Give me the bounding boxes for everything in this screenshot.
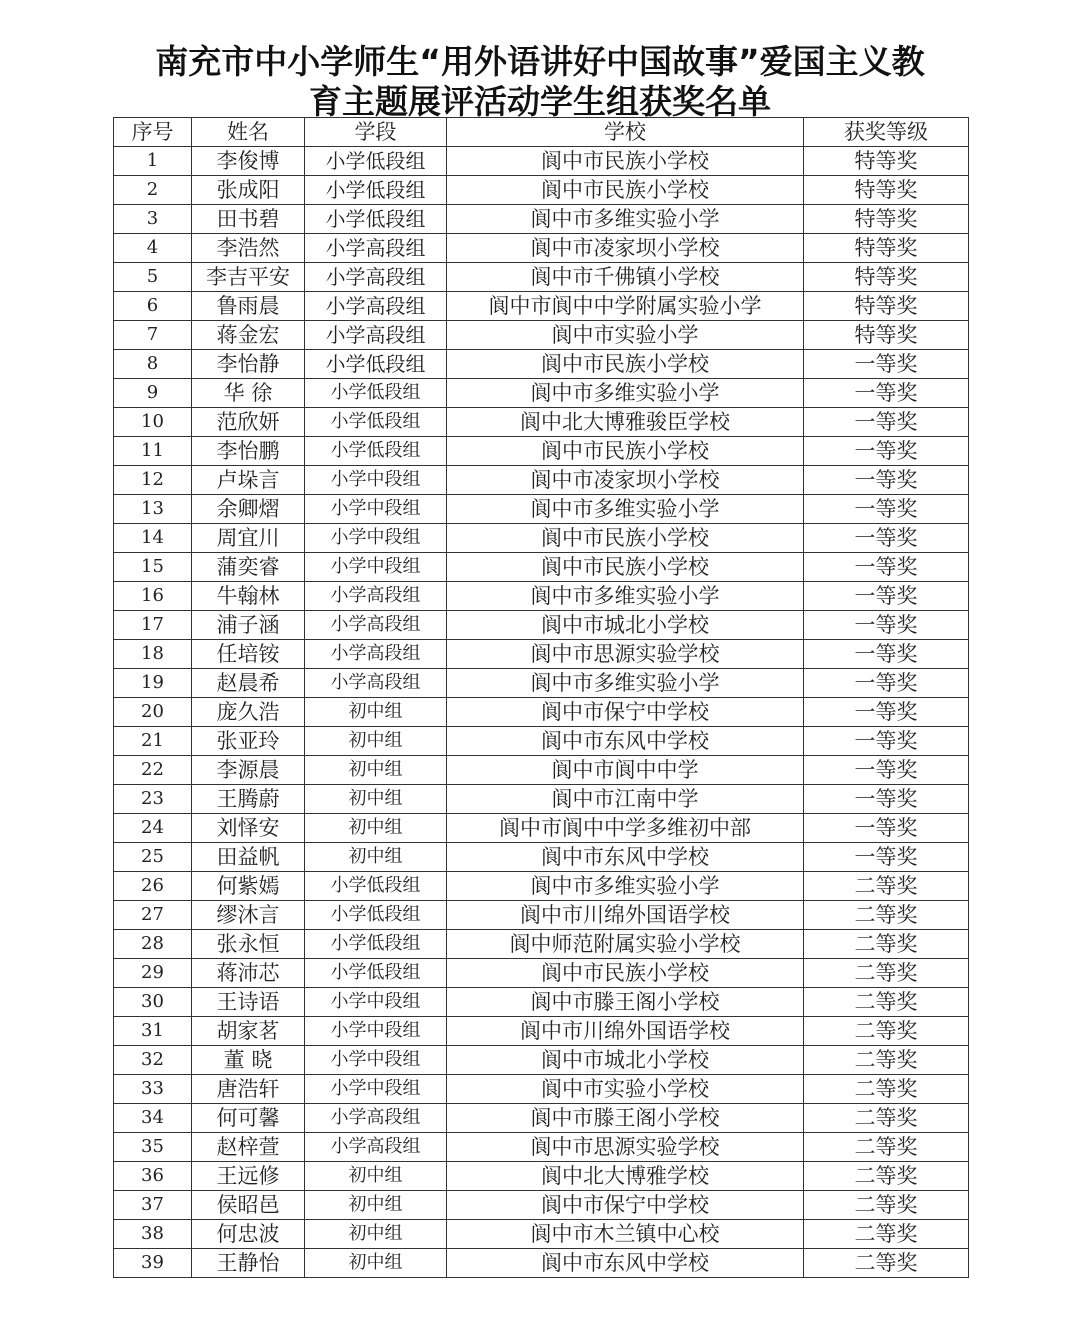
table-row xyxy=(114,1133,969,1162)
cell-name: 刘怿安 xyxy=(192,814,305,843)
cell-school: 阆中市城北小学校 xyxy=(447,1046,804,1075)
cell-seq: 35 xyxy=(114,1133,192,1162)
cell-school: 阆中市保宁中学校 xyxy=(447,1191,804,1220)
cell-school: 阆中市多维实验小学 xyxy=(447,872,804,901)
cell-award: 一等奖 xyxy=(804,466,969,495)
cell-name: 唐浩轩 xyxy=(192,1075,305,1104)
table-row xyxy=(114,698,969,727)
cell-stage: 初中组 xyxy=(305,1249,447,1278)
cell-school: 阆中市东风中学校 xyxy=(447,727,804,756)
cell-school: 阆中市木兰镇中心校 xyxy=(447,1220,804,1249)
cell-stage: 小学低段组 xyxy=(305,147,447,176)
cell-award: 一等奖 xyxy=(804,611,969,640)
table-row xyxy=(114,669,969,698)
table-row xyxy=(114,727,969,756)
cell-stage: 小学中段组 xyxy=(305,553,447,582)
table-row xyxy=(114,930,969,959)
cell-name: 李怡静 xyxy=(192,350,305,379)
cell-stage: 初中组 xyxy=(305,1191,447,1220)
cell-name: 王远修 xyxy=(192,1162,305,1191)
cell-stage: 小学中段组 xyxy=(305,524,447,553)
cell-seq: 6 xyxy=(114,292,192,321)
cell-stage: 小学高段组 xyxy=(305,1133,447,1162)
cell-name: 侯昭邑 xyxy=(192,1191,305,1220)
cell-award: 一等奖 xyxy=(804,437,969,466)
cell-stage: 初中组 xyxy=(305,1220,447,1249)
cell-seq: 20 xyxy=(114,698,192,727)
cell-name: 浦子涵 xyxy=(192,611,305,640)
cell-school: 阆中市多维实验小学 xyxy=(447,582,804,611)
cell-name: 缪沐言 xyxy=(192,901,305,930)
cell-stage: 小学高段组 xyxy=(305,640,447,669)
cell-seq: 5 xyxy=(114,263,192,292)
header-name: 姓名 xyxy=(192,118,305,147)
cell-stage: 初中组 xyxy=(305,698,447,727)
cell-stage: 小学高段组 xyxy=(305,1104,447,1133)
cell-school: 阆中市民族小学校 xyxy=(447,350,804,379)
cell-name: 李源晨 xyxy=(192,756,305,785)
cell-stage: 小学中段组 xyxy=(305,1017,447,1046)
cell-school: 阆中市保宁中学校 xyxy=(447,698,804,727)
cell-seq: 11 xyxy=(114,437,192,466)
title-line-2: 育主题展评活动学生组获奖名单 xyxy=(309,82,771,121)
cell-school: 阆中市城北小学校 xyxy=(447,611,804,640)
title-line-1: 南充市中小学师生“用外语讲好中国故事”爱国主义教 xyxy=(155,42,925,81)
cell-stage: 小学低段组 xyxy=(305,930,447,959)
cell-name: 李浩然 xyxy=(192,234,305,263)
cell-award: 一等奖 xyxy=(804,843,969,872)
cell-school: 阆中市民族小学校 xyxy=(447,553,804,582)
cell-seq: 25 xyxy=(114,843,192,872)
cell-school: 阆中市思源实验学校 xyxy=(447,640,804,669)
cell-seq: 26 xyxy=(114,872,192,901)
cell-award: 一等奖 xyxy=(804,553,969,582)
cell-stage: 初中组 xyxy=(305,785,447,814)
cell-seq: 13 xyxy=(114,495,192,524)
cell-name: 胡家茗 xyxy=(192,1017,305,1046)
cell-stage: 小学低段组 xyxy=(305,176,447,205)
cell-award: 特等奖 xyxy=(804,292,969,321)
cell-name: 范欣妍 xyxy=(192,408,305,437)
cell-seq: 15 xyxy=(114,553,192,582)
cell-school: 阆中市思源实验学校 xyxy=(447,1133,804,1162)
table-header xyxy=(114,118,969,147)
cell-stage: 小学高段组 xyxy=(305,292,447,321)
cell-stage: 小学高段组 xyxy=(305,263,447,292)
cell-seq: 3 xyxy=(114,205,192,234)
cell-school: 阆中市民族小学校 xyxy=(447,147,804,176)
table-row xyxy=(114,814,969,843)
cell-award: 二等奖 xyxy=(804,1104,969,1133)
cell-name: 蒋金宏 xyxy=(192,321,305,350)
cell-seq: 38 xyxy=(114,1220,192,1249)
cell-stage: 小学高段组 xyxy=(305,321,447,350)
cell-school: 阆中市实验小学 xyxy=(447,321,804,350)
table-row xyxy=(114,611,969,640)
cell-seq: 9 xyxy=(114,379,192,408)
cell-stage: 小学中段组 xyxy=(305,1046,447,1075)
table-row xyxy=(114,1075,969,1104)
table-row xyxy=(114,147,969,176)
table-row xyxy=(114,1104,969,1133)
cell-seq: 22 xyxy=(114,756,192,785)
cell-award: 一等奖 xyxy=(804,669,969,698)
cell-school: 阆中市川绵外国语学校 xyxy=(447,1017,804,1046)
cell-seq: 18 xyxy=(114,640,192,669)
cell-stage: 小学低段组 xyxy=(305,350,447,379)
cell-school: 阆中市多维实验小学 xyxy=(447,379,804,408)
cell-seq: 32 xyxy=(114,1046,192,1075)
cell-award: 特等奖 xyxy=(804,176,969,205)
cell-seq: 2 xyxy=(114,176,192,205)
cell-school: 阆中市民族小学校 xyxy=(447,176,804,205)
cell-stage: 小学低段组 xyxy=(305,379,447,408)
table-row xyxy=(114,1017,969,1046)
cell-award: 二等奖 xyxy=(804,930,969,959)
cell-award: 二等奖 xyxy=(804,959,969,988)
cell-seq: 36 xyxy=(114,1162,192,1191)
table-row xyxy=(114,843,969,872)
cell-name: 王静怡 xyxy=(192,1249,305,1278)
cell-name: 庞久浩 xyxy=(192,698,305,727)
cell-award: 特等奖 xyxy=(804,234,969,263)
cell-school: 阆中北大博雅骏臣学校 xyxy=(447,408,804,437)
table-row xyxy=(114,205,969,234)
table-row xyxy=(114,437,969,466)
cell-school: 阆中市民族小学校 xyxy=(447,959,804,988)
cell-stage: 小学中段组 xyxy=(305,988,447,1017)
table-row xyxy=(114,1162,969,1191)
cell-seq: 37 xyxy=(114,1191,192,1220)
cell-name: 蒲奕睿 xyxy=(192,553,305,582)
cell-school: 阆中市川绵外国语学校 xyxy=(447,901,804,930)
cell-school: 阆中市民族小学校 xyxy=(447,524,804,553)
cell-seq: 27 xyxy=(114,901,192,930)
header-seq: 序号 xyxy=(114,118,192,147)
table-row xyxy=(114,321,969,350)
table-row xyxy=(114,350,969,379)
cell-name: 赵梓萱 xyxy=(192,1133,305,1162)
cell-seq: 24 xyxy=(114,814,192,843)
cell-school: 阆中市多维实验小学 xyxy=(447,495,804,524)
cell-award: 二等奖 xyxy=(804,1017,969,1046)
table-row xyxy=(114,756,969,785)
table-row xyxy=(114,408,969,437)
cell-school: 阆中市千佛镇小学校 xyxy=(447,263,804,292)
header-award: 获奖等级 xyxy=(804,118,969,147)
cell-seq: 14 xyxy=(114,524,192,553)
page-title xyxy=(0,42,1080,122)
cell-seq: 39 xyxy=(114,1249,192,1278)
cell-award: 一等奖 xyxy=(804,495,969,524)
cell-seq: 12 xyxy=(114,466,192,495)
table-row xyxy=(114,785,969,814)
cell-name: 蒋沛芯 xyxy=(192,959,305,988)
table-row xyxy=(114,1220,969,1249)
table-row xyxy=(114,495,969,524)
cell-name: 李怡鹏 xyxy=(192,437,305,466)
table-row xyxy=(114,959,969,988)
cell-award: 二等奖 xyxy=(804,1075,969,1104)
cell-seq: 10 xyxy=(114,408,192,437)
cell-name: 周宜川 xyxy=(192,524,305,553)
cell-school: 阆中市实验小学校 xyxy=(447,1075,804,1104)
cell-school: 阆中市阆中中学 xyxy=(447,756,804,785)
cell-school: 阆中市凌家坝小学校 xyxy=(447,466,804,495)
cell-award: 一等奖 xyxy=(804,785,969,814)
cell-name: 余卿熠 xyxy=(192,495,305,524)
table-row xyxy=(114,524,969,553)
cell-seq: 28 xyxy=(114,930,192,959)
table-row xyxy=(114,176,969,205)
cell-seq: 29 xyxy=(114,959,192,988)
header-school: 学校 xyxy=(447,118,804,147)
cell-award: 一等奖 xyxy=(804,379,969,408)
cell-award: 二等奖 xyxy=(804,1133,969,1162)
table-row xyxy=(114,901,969,930)
cell-name: 何紫嫣 xyxy=(192,872,305,901)
cell-school: 阆中市多维实验小学 xyxy=(447,205,804,234)
cell-school: 阆中市东风中学校 xyxy=(447,843,804,872)
cell-stage: 小学低段组 xyxy=(305,205,447,234)
table-row xyxy=(114,1191,969,1220)
cell-award: 一等奖 xyxy=(804,408,969,437)
table-row xyxy=(114,640,969,669)
cell-stage: 初中组 xyxy=(305,727,447,756)
cell-award: 一等奖 xyxy=(804,350,969,379)
table-row xyxy=(114,379,969,408)
cell-award: 特等奖 xyxy=(804,205,969,234)
cell-name: 卢垛言 xyxy=(192,466,305,495)
cell-stage: 小学低段组 xyxy=(305,901,447,930)
header-stage: 学段 xyxy=(305,118,447,147)
cell-award: 二等奖 xyxy=(804,1191,969,1220)
cell-school: 阆中师范附属实验小学校 xyxy=(447,930,804,959)
table-row xyxy=(114,553,969,582)
cell-seq: 1 xyxy=(114,147,192,176)
cell-name: 赵晨希 xyxy=(192,669,305,698)
cell-award: 一等奖 xyxy=(804,814,969,843)
table-row xyxy=(114,466,969,495)
cell-seq: 7 xyxy=(114,321,192,350)
cell-name: 张亚玲 xyxy=(192,727,305,756)
cell-school: 阆中市滕王阁小学校 xyxy=(447,1104,804,1133)
cell-stage: 小学低段组 xyxy=(305,437,447,466)
cell-stage: 初中组 xyxy=(305,814,447,843)
cell-award: 二等奖 xyxy=(804,901,969,930)
table-body xyxy=(114,147,969,1278)
table-row xyxy=(114,582,969,611)
cell-award: 特等奖 xyxy=(804,147,969,176)
cell-award: 一等奖 xyxy=(804,640,969,669)
cell-stage: 小学低段组 xyxy=(305,872,447,901)
award-list-table xyxy=(113,117,969,1278)
cell-award: 特等奖 xyxy=(804,263,969,292)
cell-stage: 初中组 xyxy=(305,843,447,872)
cell-name: 张成阳 xyxy=(192,176,305,205)
cell-name: 何忠波 xyxy=(192,1220,305,1249)
cell-award: 一等奖 xyxy=(804,524,969,553)
cell-name: 田书碧 xyxy=(192,205,305,234)
table-row xyxy=(114,988,969,1017)
cell-school: 阆中市江南中学 xyxy=(447,785,804,814)
cell-award: 一等奖 xyxy=(804,727,969,756)
cell-award: 二等奖 xyxy=(804,1162,969,1191)
table-row xyxy=(114,872,969,901)
cell-school: 阆中市东风中学校 xyxy=(447,1249,804,1278)
cell-award: 一等奖 xyxy=(804,698,969,727)
cell-seq: 4 xyxy=(114,234,192,263)
cell-seq: 34 xyxy=(114,1104,192,1133)
cell-seq: 19 xyxy=(114,669,192,698)
cell-school: 阆中北大博雅学校 xyxy=(447,1162,804,1191)
cell-stage: 小学高段组 xyxy=(305,234,447,263)
cell-school: 阆中市多维实验小学 xyxy=(447,669,804,698)
header-row xyxy=(114,118,969,147)
cell-name: 田益帆 xyxy=(192,843,305,872)
cell-school: 阆中市阆中中学附属实验小学 xyxy=(447,292,804,321)
cell-seq: 21 xyxy=(114,727,192,756)
cell-stage: 小学中段组 xyxy=(305,495,447,524)
cell-name: 董 晓 xyxy=(192,1046,305,1075)
cell-name: 何可馨 xyxy=(192,1104,305,1133)
cell-name: 任培铵 xyxy=(192,640,305,669)
cell-seq: 17 xyxy=(114,611,192,640)
cell-school: 阆中市滕王阁小学校 xyxy=(447,988,804,1017)
cell-seq: 30 xyxy=(114,988,192,1017)
cell-stage: 小学高段组 xyxy=(305,669,447,698)
cell-seq: 8 xyxy=(114,350,192,379)
cell-stage: 小学中段组 xyxy=(305,466,447,495)
cell-stage: 小学低段组 xyxy=(305,959,447,988)
cell-award: 二等奖 xyxy=(804,1220,969,1249)
cell-award: 二等奖 xyxy=(804,988,969,1017)
cell-award: 一等奖 xyxy=(804,582,969,611)
table-row xyxy=(114,234,969,263)
cell-award: 二等奖 xyxy=(804,1249,969,1278)
cell-seq: 16 xyxy=(114,582,192,611)
cell-seq: 33 xyxy=(114,1075,192,1104)
cell-stage: 初中组 xyxy=(305,1162,447,1191)
cell-stage: 小学中段组 xyxy=(305,1075,447,1104)
cell-school: 阆中市阆中中学多维初中部 xyxy=(447,814,804,843)
cell-seq: 23 xyxy=(114,785,192,814)
cell-stage: 小学低段组 xyxy=(305,408,447,437)
cell-award: 二等奖 xyxy=(804,1046,969,1075)
cell-award: 一等奖 xyxy=(804,756,969,785)
table-row xyxy=(114,1046,969,1075)
cell-name: 张永恒 xyxy=(192,930,305,959)
cell-name: 李俊博 xyxy=(192,147,305,176)
table-row xyxy=(114,263,969,292)
table-row xyxy=(114,1249,969,1278)
cell-name: 鲁雨晨 xyxy=(192,292,305,321)
cell-name: 王诗语 xyxy=(192,988,305,1017)
cell-name: 李吉平安 xyxy=(192,263,305,292)
cell-name: 牛翰林 xyxy=(192,582,305,611)
cell-school: 阆中市民族小学校 xyxy=(447,437,804,466)
cell-name: 王腾蔚 xyxy=(192,785,305,814)
cell-stage: 初中组 xyxy=(305,756,447,785)
cell-school: 阆中市凌家坝小学校 xyxy=(447,234,804,263)
cell-stage: 小学高段组 xyxy=(305,582,447,611)
cell-stage: 小学高段组 xyxy=(305,611,447,640)
cell-seq: 31 xyxy=(114,1017,192,1046)
cell-award: 二等奖 xyxy=(804,872,969,901)
cell-award: 特等奖 xyxy=(804,321,969,350)
cell-name: 华 徐 xyxy=(192,379,305,408)
table-row xyxy=(114,292,969,321)
